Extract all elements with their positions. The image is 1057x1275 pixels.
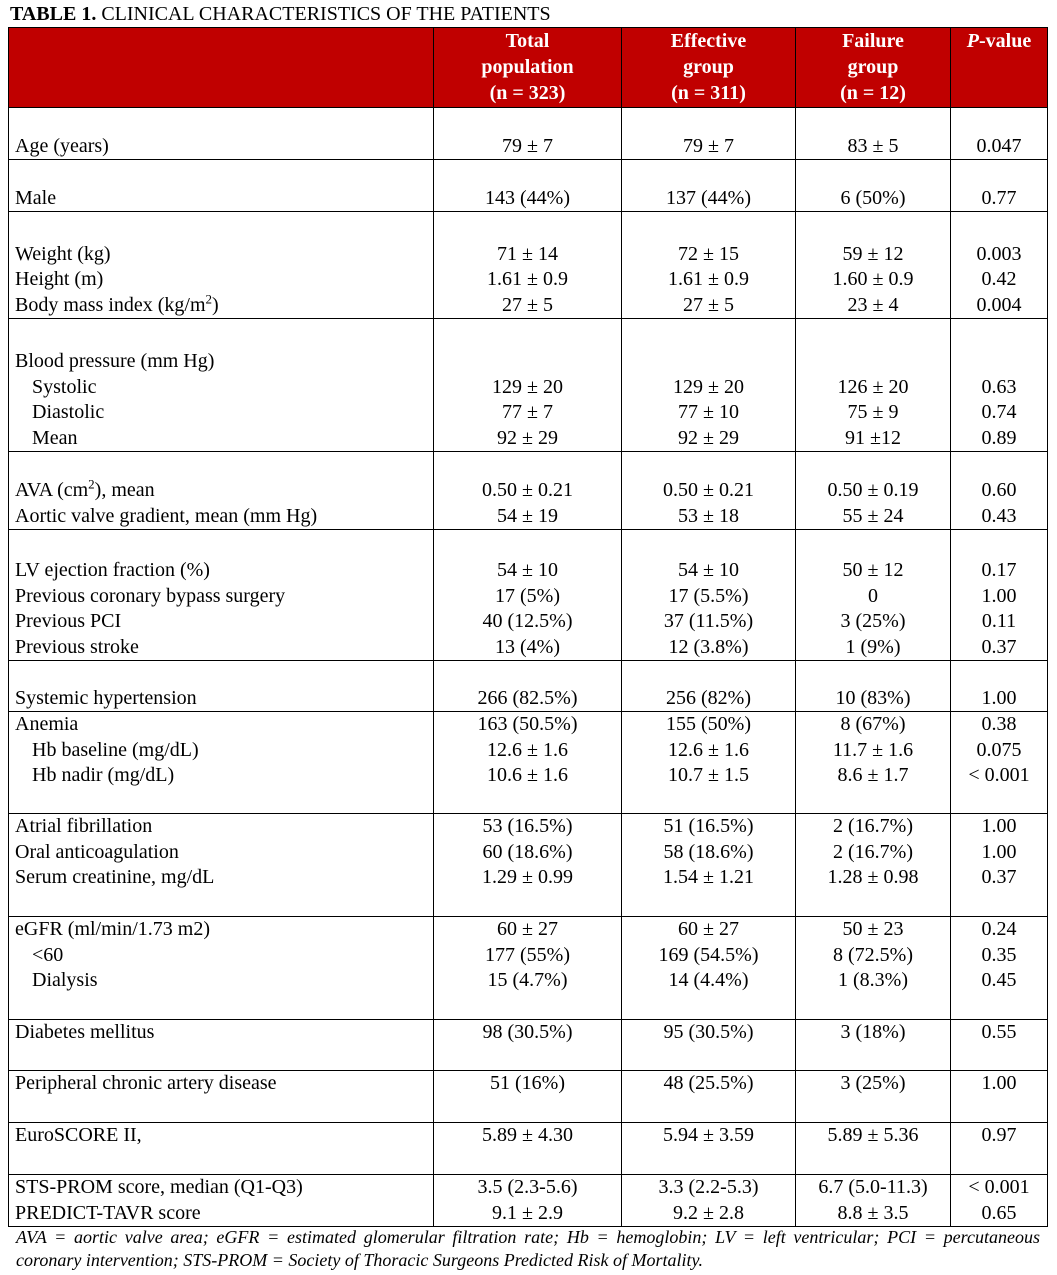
- failure-group-value-cell: [796, 1175, 951, 1227]
- effective-group-value-cell: [622, 814, 796, 917]
- row-label: <60: [32, 943, 64, 966]
- p-value-cell: [951, 530, 1048, 661]
- p-value-cell: [951, 108, 1048, 160]
- total-population-value-cell: [434, 1123, 622, 1175]
- failure-group-value: 50 ± 12: [842, 559, 904, 581]
- failure-group-value-cell: [796, 212, 951, 319]
- row-label: Atrial fibrillation: [15, 815, 153, 837]
- failure-group-value-cell: [796, 452, 951, 530]
- p-value: 0.65: [981, 1201, 1017, 1224]
- p-value: 0.43: [981, 504, 1017, 527]
- failure-group-value-cell: [796, 661, 951, 712]
- effective-group-value: 51 (16.5%): [663, 815, 754, 837]
- effective-group-value-cell: [622, 1123, 796, 1175]
- total-population-value: 12.6 ± 1.6: [487, 738, 568, 761]
- row-label: Age (years): [15, 134, 109, 157]
- failure-group-value: 75 ± 9: [847, 401, 899, 423]
- failure-group-value: 50 ± 23: [842, 918, 904, 940]
- total-population-value-cell: [434, 712, 622, 814]
- row-label: Mean: [32, 426, 78, 449]
- row-label: Previous PCI: [15, 610, 122, 632]
- failure-group-value: 5.89 ± 5.36: [827, 1124, 919, 1146]
- table-header-row: [9, 28, 1048, 108]
- p-value: 1.00: [981, 1072, 1017, 1094]
- failure-group-value: 3 (25%): [840, 1072, 906, 1094]
- failure-group-value: 3 (25%): [840, 610, 906, 632]
- table-row-group: [9, 1175, 1048, 1227]
- p-value-cell: [951, 452, 1048, 530]
- effective-group-value: 169 (54.5%): [658, 943, 759, 966]
- total-population-value-cell: [434, 452, 622, 530]
- total-population-value: 51 (16%): [490, 1072, 565, 1094]
- total-population-value: 40 (12.5%): [482, 610, 573, 632]
- total-population-value: 177 (55%): [485, 943, 570, 966]
- effective-group-value-cell: [622, 1175, 796, 1227]
- table-number: TABLE 1.: [10, 3, 97, 25]
- row-label-cell: [9, 712, 434, 814]
- total-population-value: 27 ± 5: [502, 293, 553, 316]
- row-label: Systolic: [32, 375, 97, 398]
- effective-group-value-cell: [622, 1020, 796, 1071]
- total-population-value: 71 ± 14: [497, 242, 558, 265]
- failure-group-value-cell: [796, 917, 951, 1020]
- row-label: Blood pressure (mm Hg): [15, 350, 215, 372]
- failure-group-value: 23 ± 4: [847, 293, 899, 316]
- failure-group-value: 1.60 ± 0.9: [832, 268, 914, 290]
- total-population-value: 92 ± 29: [497, 426, 558, 449]
- failure-group-value: 11.7 ± 1.6: [832, 738, 914, 761]
- p-value-cell: [951, 1020, 1048, 1071]
- total-population-value-cell: [434, 814, 622, 917]
- p-value: 0.37: [981, 635, 1017, 658]
- row-label-cell: [9, 452, 434, 530]
- total-population-value-cell: [434, 530, 622, 661]
- row-label: Anemia: [15, 713, 79, 735]
- header-failure-group: Failure group (n = 12): [796, 28, 951, 108]
- p-value: 0.74: [981, 401, 1017, 423]
- effective-group-value: 1.61 ± 0.9: [668, 268, 749, 290]
- total-population-value: 79 ± 7: [502, 134, 553, 157]
- p-value: 1.00: [981, 840, 1017, 863]
- effective-group-value: 58 (18.6%): [663, 840, 754, 863]
- total-population-value: 60 ± 27: [497, 918, 558, 940]
- table-row-group: [9, 1020, 1048, 1071]
- effective-group-value: 27 ± 5: [683, 293, 734, 316]
- p-value: 0.77: [981, 186, 1017, 209]
- failure-group-value: 91 ±12: [845, 426, 901, 449]
- effective-group-value-cell: [622, 1071, 796, 1123]
- failure-group-value: 8.6 ± 1.7: [837, 764, 909, 786]
- row-label: Systemic hypertension: [15, 686, 197, 709]
- failure-group-value: 1 (8.3%): [838, 969, 908, 991]
- failure-group-value: 8 (67%): [840, 713, 906, 735]
- p-value: 0.37: [981, 866, 1017, 888]
- total-population-value: 143 (44%): [485, 186, 570, 209]
- p-value-cell: [951, 712, 1048, 814]
- failure-group-value-cell: [796, 814, 951, 917]
- p-value-cell: [951, 661, 1048, 712]
- effective-group-value: 77 ± 10: [678, 401, 739, 423]
- table-row-group: [9, 1123, 1048, 1175]
- total-population-value: 98 (30.5%): [482, 1021, 573, 1043]
- row-label: Previous coronary bypass surgery: [15, 584, 286, 607]
- table-footnote: AVA = aortic valve area; eGFR = estimated glomerular filtration rate; Hb = hemoglobin; LV = left ventricular; PCI = percutaneous coronary intervention; STS-PROM = Society of Thoracic Surgeons Predicted Risk of Mortality.: [16, 1227, 1040, 1270]
- failure-group-value: 55 ± 24: [842, 504, 904, 527]
- header-effective-group: Effective group (n = 311): [622, 28, 796, 108]
- failure-group-value: 8 (72.5%): [833, 943, 913, 966]
- row-label: PREDICT-TAVR score: [15, 1201, 201, 1224]
- p-value: 0.24: [981, 918, 1017, 940]
- row-label: Diastolic: [32, 401, 105, 423]
- effective-group-value: 155 (50%): [666, 713, 751, 735]
- failure-group-value-cell: [796, 530, 951, 661]
- table-row-group: [9, 917, 1048, 1020]
- p-value-cell: [951, 1071, 1048, 1123]
- header-p-value: P-value: [951, 28, 1048, 108]
- p-value: 0.97: [981, 1124, 1017, 1146]
- effective-group-value: 12 (3.8%): [668, 635, 749, 658]
- total-population-value: 5.89 ± 4.30: [482, 1124, 573, 1146]
- failure-group-value: 0: [868, 584, 878, 607]
- table-row-group: [9, 212, 1048, 319]
- total-population-value-cell: [434, 1175, 622, 1227]
- p-value-cell: [951, 917, 1048, 1020]
- total-population-value: 1.29 ± 0.99: [482, 866, 573, 888]
- p-value-cell: [951, 160, 1048, 212]
- row-label-cell: [9, 160, 434, 212]
- effective-group-value: 95 (30.5%): [663, 1021, 754, 1043]
- table-row-group: [9, 712, 1048, 814]
- row-label-cell: [9, 108, 434, 160]
- effective-group-value: 54 ± 10: [678, 559, 739, 581]
- effective-group-value: 17 (5.5%): [668, 584, 749, 607]
- clinical-characteristics-table: [8, 27, 1048, 1227]
- total-population-value: 60 (18.6%): [482, 840, 573, 863]
- failure-group-value-cell: [796, 319, 951, 452]
- failure-group-value-cell: [796, 712, 951, 814]
- p-value-cell: [951, 1123, 1048, 1175]
- table-caption: [10, 3, 551, 25]
- p-value: < 0.001: [968, 764, 1030, 786]
- total-population-value-cell: [434, 319, 622, 452]
- effective-group-value: 60 ± 27: [678, 918, 739, 940]
- total-population-value: 54 ± 10: [497, 559, 558, 581]
- p-value: 1.00: [981, 584, 1017, 607]
- p-value: 0.38: [981, 713, 1017, 735]
- p-value: 0.17: [981, 559, 1017, 581]
- p-value: 0.45: [981, 969, 1017, 991]
- table-row-group: [9, 108, 1048, 160]
- row-label: Serum creatinine, mg/dL: [15, 866, 215, 888]
- effective-group-value-cell: [622, 452, 796, 530]
- total-population-value-cell: [434, 160, 622, 212]
- row-label: Aortic valve gradient, mean (mm Hg): [15, 504, 318, 527]
- p-value: 0.075: [976, 738, 1022, 761]
- effective-group-value: 92 ± 29: [678, 426, 739, 449]
- failure-group-value-cell: [796, 1020, 951, 1071]
- failure-group-value: [802, 349, 944, 375]
- p-value: 0.11: [981, 610, 1017, 632]
- total-population-value-cell: [434, 661, 622, 712]
- effective-group-value: 12.6 ± 1.6: [668, 738, 749, 761]
- failure-group-value-cell: [796, 160, 951, 212]
- effective-group-value-cell: [622, 712, 796, 814]
- row-label-cell: [9, 814, 434, 917]
- table-row-group: [9, 319, 1048, 452]
- failure-group-value-cell: [796, 1123, 951, 1175]
- p-value: 0.35: [981, 943, 1017, 966]
- row-label-cell: [9, 1071, 434, 1123]
- row-label: EuroSCORE II,: [15, 1124, 142, 1146]
- row-label-cell: [9, 530, 434, 661]
- total-population-value-cell: [434, 917, 622, 1020]
- effective-group-value-cell: [622, 160, 796, 212]
- total-population-value: 77 ± 7: [502, 401, 553, 423]
- p-value: 0.047: [976, 134, 1022, 157]
- total-population-value-cell: [434, 1071, 622, 1123]
- effective-group-value-cell: [622, 319, 796, 452]
- total-population-value: 266 (82.5%): [477, 686, 578, 709]
- row-label: Weight (kg): [15, 242, 111, 265]
- effective-group-value: 137 (44%): [666, 186, 751, 209]
- failure-group-value: 3 (18%): [840, 1021, 906, 1043]
- effective-group-value: 129 ± 20: [673, 375, 744, 398]
- total-population-value: 9.1 ± 2.9: [492, 1201, 563, 1224]
- p-value-cell: [951, 319, 1048, 452]
- total-population-value-cell: [434, 1020, 622, 1071]
- failure-group-value: 126 ± 20: [837, 375, 909, 398]
- table-row-group: [9, 160, 1048, 212]
- p-value: < 0.001: [968, 1176, 1030, 1198]
- failure-group-value: 2 (16.7%): [833, 840, 913, 863]
- p-value: 0.63: [981, 375, 1017, 398]
- p-value: 0.004: [976, 293, 1022, 316]
- total-population-value-cell: [434, 108, 622, 160]
- effective-group-value: [628, 349, 789, 375]
- total-population-value: 3.5 (2.3-5.6): [477, 1176, 578, 1198]
- effective-group-value-cell: [622, 530, 796, 661]
- row-label: AVA $(cm^2)$, mean: [15, 476, 155, 501]
- failure-group-value: 59 ± 12: [842, 242, 904, 265]
- header-total-population: Total population (n = 323): [434, 28, 622, 108]
- effective-group-value: 256 (82%): [666, 686, 751, 709]
- total-population-value: 10.6 ± 1.6: [487, 764, 568, 786]
- row-label: STS-PROM score, median (Q1-Q3): [15, 1176, 303, 1198]
- failure-group-value: 1.28 ± 0.98: [827, 866, 919, 888]
- total-population-value: 129 ± 20: [492, 375, 563, 398]
- table-row-group: [9, 452, 1048, 530]
- effective-group-value: 48 (25.5%): [663, 1072, 754, 1094]
- p-value-cell: [951, 1175, 1048, 1227]
- row-label: Height (m): [15, 268, 104, 290]
- effective-group-value: 79 ± 7: [683, 134, 734, 157]
- row-label: LV ejection fraction (%): [15, 559, 210, 581]
- effective-group-value: 1.54 ± 1.21: [663, 866, 754, 888]
- failure-group-value: 0.50 ± 0.19: [827, 479, 919, 501]
- failure-group-value-cell: [796, 108, 951, 160]
- table-row-group: [9, 814, 1048, 917]
- effective-group-value: 37 (11.5%): [663, 610, 754, 632]
- effective-group-value-cell: [622, 108, 796, 160]
- p-value: 0.60: [981, 479, 1017, 501]
- effective-group-value: 72 ± 15: [678, 242, 739, 265]
- row-label-cell: [9, 1020, 434, 1071]
- total-population-value: 13 (4%): [495, 635, 560, 658]
- total-population-value: 54 ± 19: [497, 504, 558, 527]
- effective-group-value: 3.3 (2.2-5.3): [658, 1176, 759, 1198]
- row-label: Oral anticoagulation: [15, 840, 179, 863]
- p-value: 0.55: [981, 1021, 1017, 1043]
- failure-group-value: 83 ± 5: [847, 134, 899, 157]
- row-label: Hb nadir (mg/dL): [32, 764, 175, 786]
- row-label-cell: [9, 917, 434, 1020]
- effective-group-value-cell: [622, 661, 796, 712]
- effective-group-value: 14 (4.4%): [668, 969, 749, 991]
- total-population-value-cell: [434, 212, 622, 319]
- row-label-cell: [9, 319, 434, 452]
- row-label-cell: [9, 1123, 434, 1175]
- table-row-group: [9, 530, 1048, 661]
- p-value: 0.003: [976, 242, 1022, 265]
- effective-group-value: 10.7 ± 1.5: [668, 764, 749, 786]
- total-population-value: 1.61 ± 0.9: [487, 268, 568, 290]
- effective-group-value-cell: [622, 917, 796, 1020]
- p-value-cell: [951, 814, 1048, 917]
- row-label: Diabetes mellitus: [15, 1021, 155, 1043]
- effective-group-value: 9.2 ± 2.8: [673, 1201, 744, 1224]
- row-label-cell: [9, 1175, 434, 1227]
- p-value: 1.00: [981, 815, 1017, 837]
- row-label-cell: [9, 661, 434, 712]
- row-label: eGFR (ml/min/1.73 m2): [15, 918, 210, 940]
- p-value: [957, 349, 1041, 375]
- effective-group-value: 53 ± 18: [678, 504, 739, 527]
- effective-group-value: 5.94 ± 3.59: [663, 1124, 754, 1146]
- table-row-group: [9, 661, 1048, 712]
- p-value: 1.00: [981, 686, 1017, 709]
- effective-group-value-cell: [622, 212, 796, 319]
- total-population-value: 15 (4.7%): [487, 969, 568, 991]
- failure-group-value: 10 (83%): [835, 686, 911, 709]
- failure-group-value: 1 (9%): [845, 635, 901, 658]
- row-label-cell: [9, 212, 434, 319]
- failure-group-value: 8.8 ± 3.5: [837, 1201, 909, 1224]
- row-label: Hb baseline (mg/dL): [32, 738, 199, 761]
- failure-group-value-cell: [796, 1071, 951, 1123]
- total-population-value: [440, 349, 615, 375]
- header-label-column: [9, 28, 434, 108]
- row-label: Peripheral chronic artery disease: [15, 1072, 277, 1094]
- row-label: Dialysis: [32, 969, 98, 991]
- total-population-value: 0.50 ± 0.21: [482, 479, 573, 501]
- total-population-value: 163 (50.5%): [477, 713, 578, 735]
- row-label: Body mass index $(kg/m^2)$: [15, 290, 219, 316]
- total-population-value: 53 (16.5%): [482, 815, 573, 837]
- row-label: Male: [15, 186, 57, 209]
- failure-group-value: 2 (16.7%): [833, 815, 913, 837]
- row-label: Previous stroke: [15, 635, 139, 658]
- table-row-group: [9, 1071, 1048, 1123]
- table-title: CLINICAL CHARACTERISTICS OF THE PATIENTS: [96, 3, 551, 25]
- total-population-value: 17 (5%): [495, 584, 560, 607]
- effective-group-value: 0.50 ± 0.21: [663, 479, 754, 501]
- p-value: 0.42: [981, 268, 1017, 290]
- p-value: 0.89: [981, 426, 1017, 449]
- p-value-cell: [951, 212, 1048, 319]
- failure-group-value: 6.7 (5.0-11.3): [818, 1176, 928, 1198]
- table-body: [9, 108, 1048, 1227]
- failure-group-value: 6 (50%): [840, 186, 906, 209]
